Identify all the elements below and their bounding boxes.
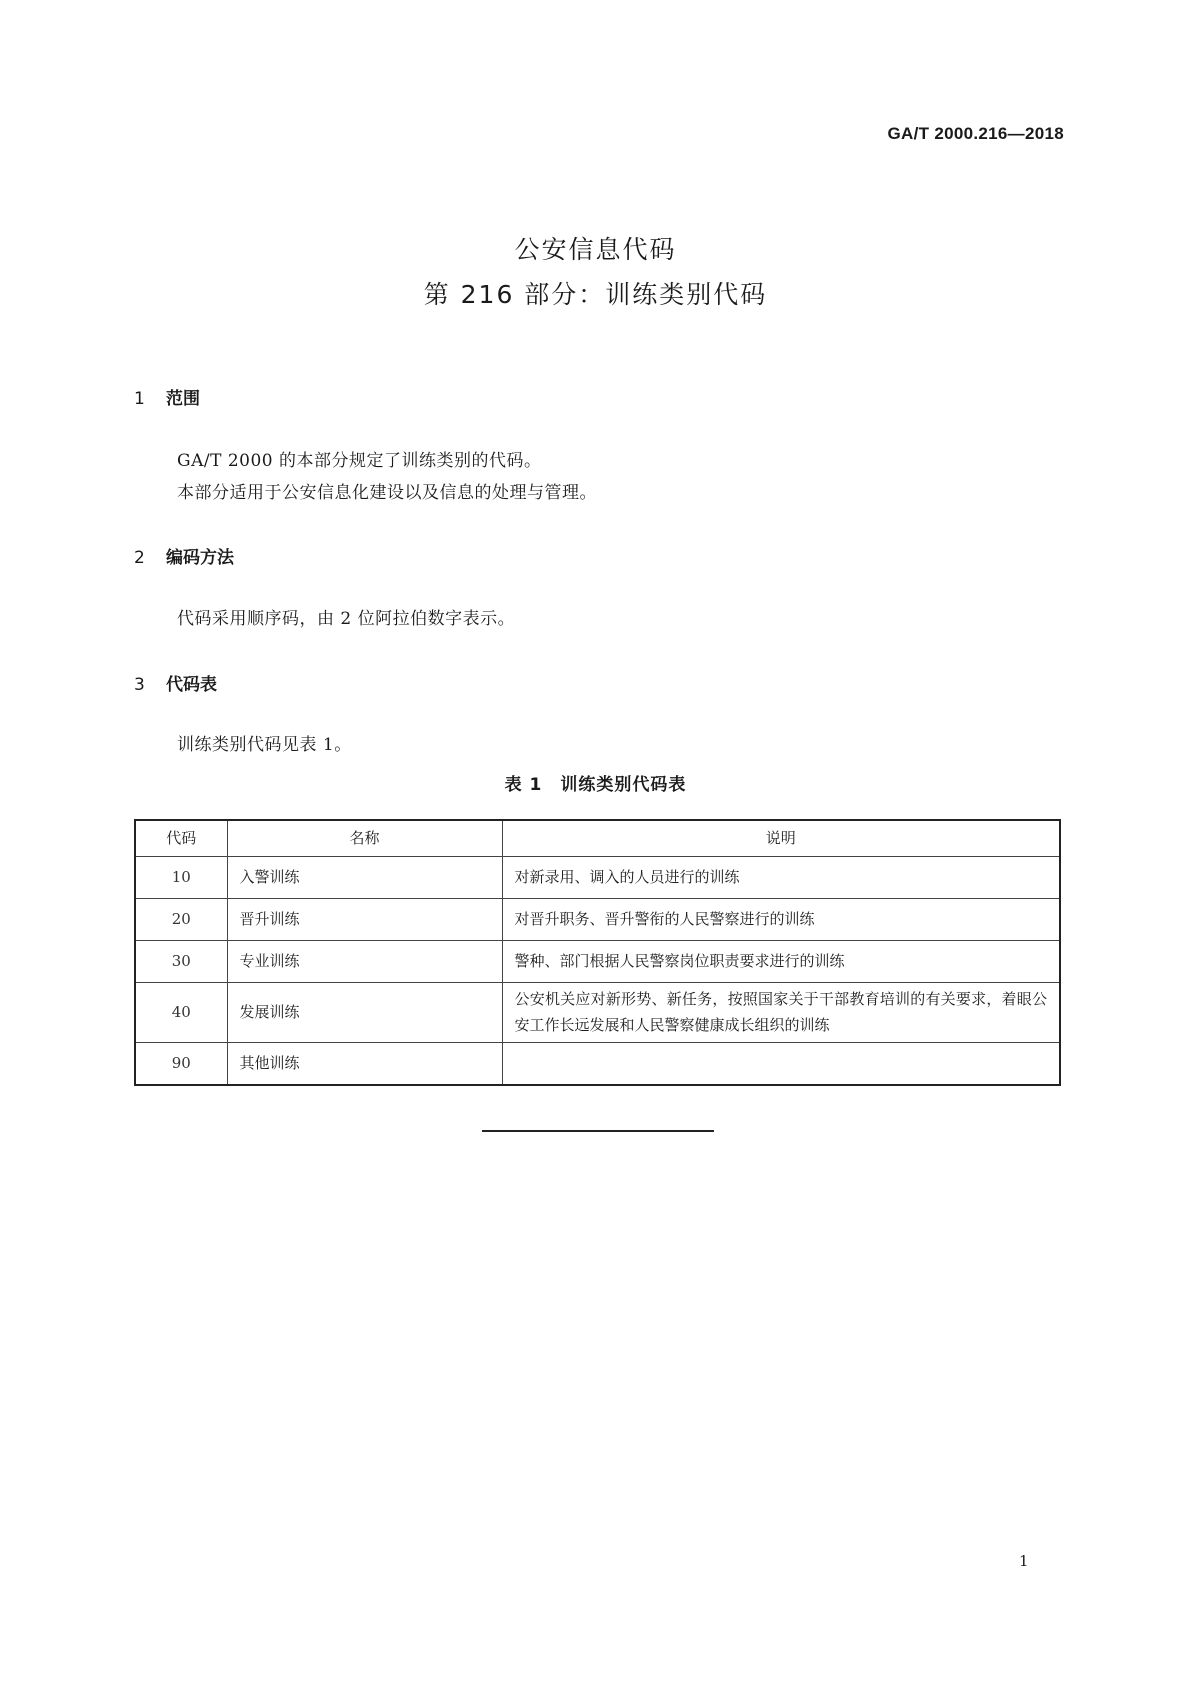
page-number: 1	[1019, 1552, 1029, 1570]
paragraph: GA/T 2000 的本部分规定了训练类别的代码。	[177, 451, 542, 471]
cell-code: 30	[135, 941, 227, 983]
table-caption: 表 1 训练类别代码表	[504, 775, 687, 795]
section-title: 代码表	[166, 675, 217, 695]
table-row	[135, 899, 1060, 941]
cell-description: 警种、部门根据人民警察岗位职责要求进行的训练	[502, 941, 1060, 983]
cell-name: 入警训练	[227, 857, 502, 899]
document-title: 公安信息代码	[514, 235, 677, 264]
cell-code: 20	[135, 899, 227, 941]
header-code: 代码	[135, 820, 227, 857]
cell-code: 90	[135, 1042, 227, 1085]
header-name: 名称	[227, 820, 502, 857]
cell-name: 发展训练	[227, 983, 502, 1043]
paragraph: 本部分适用于公安信息化建设以及信息的处理与管理。	[177, 483, 597, 503]
cell-code: 10	[135, 857, 227, 899]
cell-description: 对新录用、调入的人员进行的训练	[502, 857, 1060, 899]
section-title: 范围	[166, 389, 200, 409]
cell-name: 晋升训练	[227, 899, 502, 941]
cell-description: 公安机关应对新形势、新任务，按照国家关于干部教育培训的有关要求，着眼公安工作长远发展和人民警察健康成长组织的训练	[502, 983, 1060, 1043]
section-title: 编码方法	[166, 548, 234, 568]
section-heading-coding	[134, 543, 234, 568]
table-row	[135, 941, 1060, 983]
standard-code: GA/T 2000.216—2018	[887, 124, 1064, 143]
table-header-row	[135, 820, 1060, 857]
section-number: 1	[134, 389, 145, 409]
end-divider	[482, 1130, 714, 1132]
section-heading-scope	[134, 384, 200, 409]
code-table	[134, 819, 1061, 1086]
table-row	[135, 983, 1060, 1043]
cell-name: 专业训练	[227, 941, 502, 983]
paragraph: 训练类别代码见表 1。	[177, 735, 352, 755]
section-number: 3	[134, 675, 145, 695]
section-number: 2	[134, 548, 145, 568]
cell-description: 对晋升职务、晋升警衔的人民警察进行的训练	[502, 899, 1060, 941]
cell-name: 其他训练	[227, 1042, 502, 1085]
paragraph: 代码采用顺序码，由 2 位阿拉伯数字表示。	[177, 609, 516, 629]
section-heading-code-table	[134, 670, 217, 695]
table-row	[135, 1042, 1060, 1085]
cell-code: 40	[135, 983, 227, 1043]
document-subtitle: 第 216 部分：训练类别代码	[423, 280, 768, 309]
header-description: 说明	[502, 820, 1060, 857]
table-row	[135, 857, 1060, 899]
cell-description	[502, 1042, 1060, 1085]
